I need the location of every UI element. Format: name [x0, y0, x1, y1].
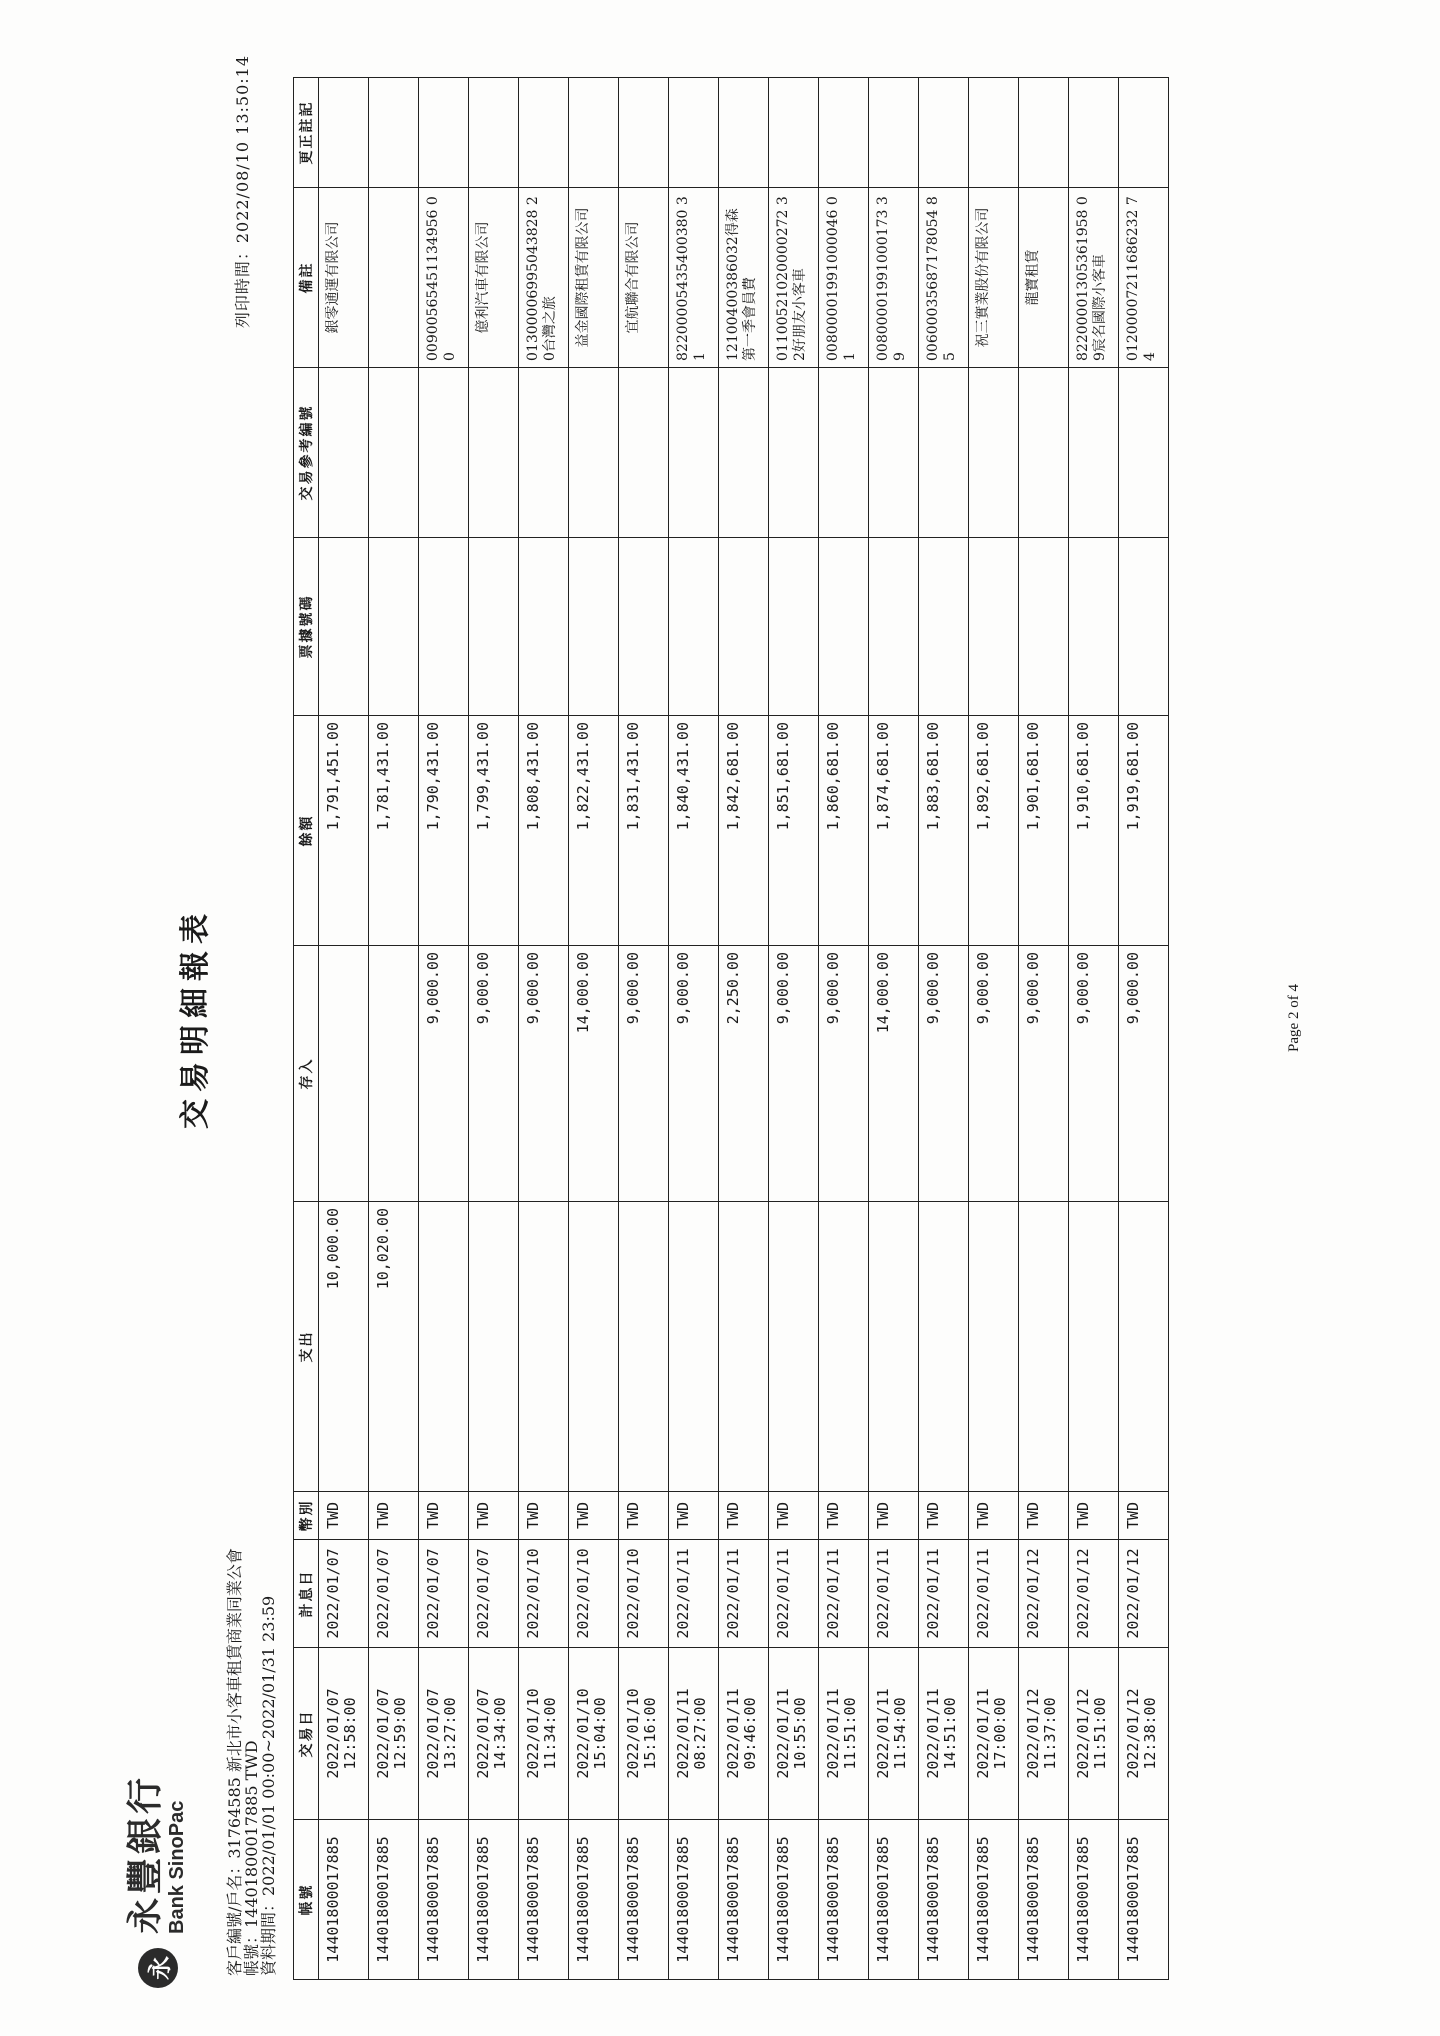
note-cell: 01300006995043828 20台灣之旅 [519, 188, 569, 368]
tx-date-cell: 2022/01/11 11:54:00 [869, 1648, 919, 1820]
currency-cell: TWD [519, 1492, 569, 1540]
value-date-cell: 2022/01/12 [1019, 1540, 1069, 1648]
tx-date-cell: 2022/01/12 12:38:00 [1119, 1648, 1169, 1820]
value-date-cell: 2022/01/11 [669, 1540, 719, 1648]
balance-cell: 1,840,431.00 [669, 716, 719, 946]
table-row [669, 78, 719, 1980]
tx-date-cell: 2022/01/11 14:51:00 [919, 1648, 969, 1820]
credit-cell: 9,000.00 [669, 946, 719, 1202]
table-row [769, 78, 819, 1980]
bank-name-en: Bank SinoPac [166, 1800, 188, 1934]
col-header-currency: 幣別 [294, 1492, 319, 1540]
account-cell: 14401800017885 [1119, 1820, 1169, 1980]
col-header-value-date: 計息日 [294, 1540, 319, 1648]
balance-cell: 1,874,681.00 [869, 716, 919, 946]
cheque-cell [619, 538, 669, 716]
bank-name-cn: 永豐銀行 [125, 1773, 166, 1934]
cheque-cell [1069, 538, 1119, 716]
account-cell: 14401800017885 [569, 1820, 619, 1980]
note-cell: 00800001991000173 39 [869, 188, 919, 368]
account-cell: 14401800017885 [419, 1820, 469, 1980]
credit-cell: 9,000.00 [619, 946, 669, 1202]
debit-cell [719, 1202, 769, 1492]
period-line: 資料期間：2022/01/01 00:00~2022/01/31 23:59 [259, 1595, 278, 1976]
currency-cell: TWD [869, 1492, 919, 1540]
debit-cell [419, 1202, 469, 1492]
currency-cell: TWD [919, 1492, 969, 1540]
debit-cell [469, 1202, 519, 1492]
tx-date-cell: 2022/01/07 13:27:00 [419, 1648, 469, 1820]
ref-cell [1019, 368, 1069, 538]
note-cell: 祝三實業股份有限公司 [969, 188, 1019, 368]
ref-cell [769, 368, 819, 538]
account-cell: 14401800017885 [669, 1820, 719, 1980]
currency-cell: TWD [1069, 1492, 1119, 1540]
credit-cell: 9,000.00 [469, 946, 519, 1202]
debit-cell [819, 1202, 869, 1492]
currency-cell: TWD [819, 1492, 869, 1540]
correction-cell [319, 78, 369, 188]
value-date-cell: 2022/01/07 [469, 1540, 519, 1648]
tx-date-cell: 2022/01/11 09:46:00 [719, 1648, 769, 1820]
col-header-account: 帳號 [294, 1820, 319, 1980]
account-cell: 14401800017885 [819, 1820, 869, 1980]
report-title: 交易明細報表 [178, 907, 213, 1129]
tx-date-cell: 2022/01/07 14:34:00 [469, 1648, 519, 1820]
account-cell: 14401800017885 [869, 1820, 919, 1980]
balance-cell: 1,822,431.00 [569, 716, 619, 946]
correction-cell [469, 78, 519, 188]
credit-cell: 9,000.00 [1069, 946, 1119, 1202]
cheque-cell [569, 538, 619, 716]
cheque-cell [519, 538, 569, 716]
correction-cell [869, 78, 919, 188]
col-header-note: 備註 [294, 188, 319, 368]
balance-cell: 1,781,431.00 [369, 716, 419, 946]
balance-cell: 1,860,681.00 [819, 716, 869, 946]
debit-cell [919, 1202, 969, 1492]
table-row [819, 78, 869, 1980]
value-date-cell: 2022/01/11 [769, 1540, 819, 1648]
note-cell: 82200005435400380 31 [669, 188, 719, 368]
table-row [369, 78, 419, 1980]
credit-cell: 9,000.00 [419, 946, 469, 1202]
account-cell: 14401800017885 [719, 1820, 769, 1980]
ref-cell [319, 368, 369, 538]
note-cell: 00900565451134956 00 [419, 188, 469, 368]
print-time: 列印時間：2022/08/10 13:50:14 [233, 55, 252, 329]
value-date-cell: 2022/01/12 [1069, 1540, 1119, 1648]
credit-cell: 14,000.00 [569, 946, 619, 1202]
account-cell: 14401800017885 [769, 1820, 819, 1980]
correction-cell [1069, 78, 1119, 188]
ref-cell [819, 368, 869, 538]
value-date-cell: 2022/01/11 [869, 1540, 919, 1648]
credit-cell: 14,000.00 [869, 946, 919, 1202]
table-row [1019, 78, 1069, 1980]
cheque-cell [319, 538, 369, 716]
ref-cell [969, 368, 1019, 538]
cheque-cell [719, 538, 769, 716]
note-cell: 益金國際租賃有限公司 [569, 188, 619, 368]
credit-cell: 2,250.00 [719, 946, 769, 1202]
table-row [419, 78, 469, 1980]
account-cell: 14401800017885 [469, 1820, 519, 1980]
account-cell: 14401800017885 [519, 1820, 569, 1980]
col-header-tx-date: 交易日 [294, 1648, 319, 1820]
note-cell: 00800001991000046 01 [819, 188, 869, 368]
value-date-cell: 2022/01/11 [719, 1540, 769, 1648]
correction-cell [769, 78, 819, 188]
correction-cell [919, 78, 969, 188]
tx-date-cell: 2022/01/11 17:00:00 [969, 1648, 1019, 1820]
table-row [869, 78, 919, 1980]
balance-cell: 1,831,431.00 [619, 716, 669, 946]
correction-cell [669, 78, 719, 188]
credit-cell: 9,000.00 [969, 946, 1019, 1202]
ref-cell [669, 368, 719, 538]
tx-date-cell: 2022/01/10 15:04:00 [569, 1648, 619, 1820]
currency-cell: TWD [419, 1492, 469, 1540]
credit-cell [319, 946, 369, 1202]
balance-cell: 1,842,681.00 [719, 716, 769, 946]
account-cell: 14401800017885 [619, 1820, 669, 1980]
debit-cell [869, 1202, 919, 1492]
note-cell: 龍寶租賃 [1019, 188, 1069, 368]
debit-cell [1019, 1202, 1069, 1492]
cheque-cell [369, 538, 419, 716]
ref-cell [519, 368, 569, 538]
cheque-cell [919, 538, 969, 716]
currency-cell: TWD [969, 1492, 1019, 1540]
note-cell: 01200007211686232 74 [1119, 188, 1169, 368]
currency-cell: TWD [669, 1492, 719, 1540]
currency-cell: TWD [1019, 1492, 1069, 1540]
cheque-cell [419, 538, 469, 716]
balance-cell: 1,808,431.00 [519, 716, 569, 946]
debit-cell [669, 1202, 719, 1492]
tx-date-cell: 2022/01/11 10:55:00 [769, 1648, 819, 1820]
table-row [519, 78, 569, 1980]
tx-date-cell: 2022/01/10 11:34:00 [519, 1648, 569, 1820]
currency-cell: TWD [1119, 1492, 1169, 1540]
note-cell: 銀零通運有限公司 [319, 188, 369, 368]
credit-cell: 9,000.00 [769, 946, 819, 1202]
correction-cell [569, 78, 619, 188]
ref-cell [419, 368, 469, 538]
correction-cell [619, 78, 669, 188]
credit-cell: 9,000.00 [1019, 946, 1069, 1202]
table-row [619, 78, 669, 1980]
correction-cell [819, 78, 869, 188]
debit-cell [1069, 1202, 1119, 1492]
credit-cell: 9,000.00 [519, 946, 569, 1202]
value-date-cell: 2022/01/11 [919, 1540, 969, 1648]
debit-cell [619, 1202, 669, 1492]
balance-cell: 1,791,451.00 [319, 716, 369, 946]
note-cell [369, 188, 419, 368]
table-row [1119, 78, 1169, 1980]
table-header-row [294, 78, 319, 1980]
col-header-cheque: 票據號碼 [294, 538, 319, 716]
cheque-cell [669, 538, 719, 716]
credit-cell [369, 946, 419, 1202]
balance-cell: 1,883,681.00 [919, 716, 969, 946]
note-cell: 00600035687178054 85 [919, 188, 969, 368]
table-row [469, 78, 519, 1980]
correction-cell [1119, 78, 1169, 188]
ref-cell [1119, 368, 1169, 538]
tx-date-cell: 2022/01/07 12:58:00 [319, 1648, 369, 1820]
customer-line: 客戶編號/戶名：31764585 新北市小客車租賃商業同業公會 [225, 1548, 244, 1976]
correction-cell [969, 78, 1019, 188]
correction-cell [419, 78, 469, 188]
value-date-cell: 2022/01/12 [1119, 1540, 1169, 1648]
credit-cell: 9,000.00 [1119, 946, 1169, 1202]
cheque-cell [1119, 538, 1169, 716]
cheque-cell [469, 538, 519, 716]
account-cell: 14401800017885 [369, 1820, 419, 1980]
value-date-cell: 2022/01/10 [569, 1540, 619, 1648]
debit-cell [519, 1202, 569, 1492]
value-date-cell: 2022/01/11 [819, 1540, 869, 1648]
credit-cell: 9,000.00 [919, 946, 969, 1202]
note-cell: 宜航聯合有限公司 [619, 188, 669, 368]
tx-date-cell: 2022/01/11 11:51:00 [819, 1648, 869, 1820]
correction-cell [719, 78, 769, 188]
value-date-cell: 2022/01/10 [519, 1540, 569, 1648]
note-cell: 82200001305361958 09宸名國際小客車 [1069, 188, 1119, 368]
currency-cell: TWD [569, 1492, 619, 1540]
table-row [719, 78, 769, 1980]
account-line: 帳號：14401800017885 TWD [242, 1740, 261, 1976]
cheque-cell [769, 538, 819, 716]
correction-cell [1019, 78, 1069, 188]
debit-cell [569, 1202, 619, 1492]
ref-cell [919, 368, 969, 538]
table-row [919, 78, 969, 1980]
value-date-cell: 2022/01/11 [969, 1540, 1019, 1648]
debit-cell [1119, 1202, 1169, 1492]
col-header-ref: 交易參考編號 [294, 368, 319, 538]
cheque-cell [819, 538, 869, 716]
currency-cell: TWD [719, 1492, 769, 1540]
debit-cell: 10,000.00 [319, 1202, 369, 1492]
value-date-cell: 2022/01/07 [319, 1540, 369, 1648]
account-meta [226, 1548, 277, 1976]
balance-cell: 1,901,681.00 [1019, 716, 1069, 946]
ref-cell [619, 368, 669, 538]
cheque-cell [869, 538, 919, 716]
value-date-cell: 2022/01/07 [369, 1540, 419, 1648]
bank-emblem-icon: 永 [138, 1948, 178, 1988]
ref-cell [469, 368, 519, 538]
note-cell: 01100521020000272 32好朋友小客車 [769, 188, 819, 368]
credit-cell: 9,000.00 [819, 946, 869, 1202]
currency-cell: TWD [319, 1492, 369, 1540]
balance-cell: 1,790,431.00 [419, 716, 469, 946]
col-header-balance: 餘額 [294, 716, 319, 946]
currency-cell: TWD [769, 1492, 819, 1540]
tx-date-cell: 2022/01/12 11:37:00 [1019, 1648, 1069, 1820]
balance-cell: 1,851,681.00 [769, 716, 819, 946]
col-header-credit: 存入 [294, 946, 319, 1202]
ref-cell [569, 368, 619, 538]
table-row [319, 78, 369, 1980]
account-cell: 14401800017885 [969, 1820, 1019, 1980]
balance-cell: 1,892,681.00 [969, 716, 1019, 946]
note-cell: 12100400386032得森 第一季會員費 [719, 188, 769, 368]
cheque-cell [969, 538, 1019, 716]
tx-date-cell: 2022/01/12 11:51:00 [1069, 1648, 1119, 1820]
transaction-table [293, 77, 1169, 1980]
ref-cell [869, 368, 919, 538]
balance-cell: 1,799,431.00 [469, 716, 519, 946]
table-row [1069, 78, 1119, 1980]
correction-cell [519, 78, 569, 188]
tx-date-cell: 2022/01/11 08:27:00 [669, 1648, 719, 1820]
tx-date-cell: 2022/01/07 12:59:00 [369, 1648, 419, 1820]
cheque-cell [1019, 538, 1069, 716]
note-cell: 億利汽車有限公司 [469, 188, 519, 368]
debit-cell [969, 1202, 1019, 1492]
account-cell: 14401800017885 [919, 1820, 969, 1980]
col-header-correction: 更正註記 [294, 78, 319, 188]
ref-cell [1069, 368, 1119, 538]
account-cell: 14401800017885 [1019, 1820, 1069, 1980]
ref-cell [369, 368, 419, 538]
tx-date-cell: 2022/01/10 15:16:00 [619, 1648, 669, 1820]
table-row [969, 78, 1019, 1980]
value-date-cell: 2022/01/07 [419, 1540, 469, 1648]
balance-cell: 1,910,681.00 [1069, 716, 1119, 946]
table-row [569, 78, 619, 1980]
balance-cell: 1,919,681.00 [1119, 716, 1169, 946]
currency-cell: TWD [619, 1492, 669, 1540]
debit-cell: 10,020.00 [369, 1202, 419, 1492]
table-body [319, 78, 1169, 1980]
correction-cell [369, 78, 419, 188]
ref-cell [719, 368, 769, 538]
currency-cell: TWD [369, 1492, 419, 1540]
page-number: Page 2 of 4 [1286, 984, 1302, 1052]
account-cell: 14401800017885 [1069, 1820, 1119, 1980]
value-date-cell: 2022/01/10 [619, 1540, 669, 1648]
col-header-debit: 支出 [294, 1202, 319, 1492]
currency-cell: TWD [469, 1492, 519, 1540]
account-cell: 14401800017885 [319, 1820, 369, 1980]
debit-cell [769, 1202, 819, 1492]
